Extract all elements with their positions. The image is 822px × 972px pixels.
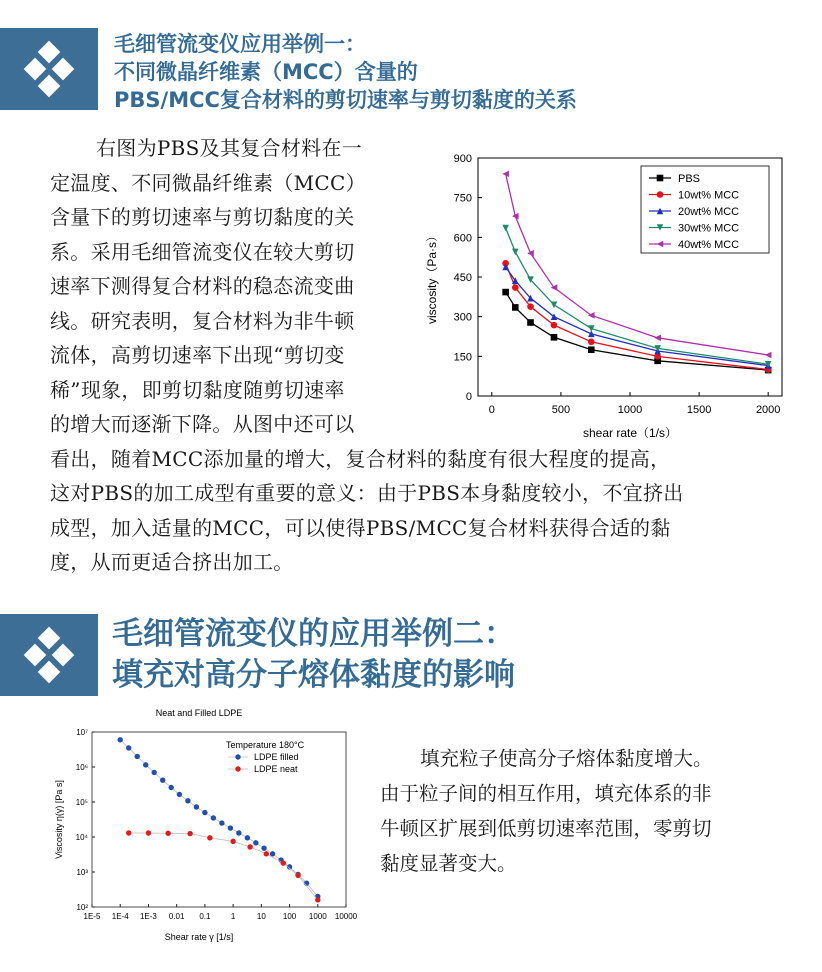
data-point	[654, 335, 661, 342]
data-point	[765, 352, 772, 359]
data-point	[118, 737, 123, 742]
data-point	[551, 334, 558, 341]
y-tick-label: 10²	[76, 903, 88, 912]
data-point	[135, 754, 140, 759]
data-point	[143, 762, 148, 767]
data-point	[512, 284, 519, 291]
x-tick-label: 10	[256, 912, 266, 921]
paragraph-line: 稀”现象，即剪切黏度随剪切速率	[50, 377, 345, 402]
data-point	[160, 777, 165, 782]
data-point	[527, 250, 534, 257]
data-point	[152, 770, 157, 775]
section-2-title	[112, 614, 515, 696]
diamond-icon	[24, 58, 47, 81]
diamond-icon	[52, 644, 75, 667]
section-1-title-line: 毛细管流变仪应用举例一：	[114, 32, 366, 56]
paragraph-line: 线。研究表明，复合材料为非牛顿	[50, 308, 355, 333]
data-point	[211, 815, 216, 820]
data-point	[228, 825, 233, 830]
x-tick-label: 100	[282, 912, 297, 921]
paragraph-line: 成型，加入适量的MCC，可以使得PBS/MCC复合材料获得合适的黏	[50, 515, 671, 540]
x-tick-label: 0.01	[168, 912, 185, 921]
data-point	[194, 804, 199, 809]
data-point	[219, 820, 224, 825]
paragraph-line: 右图为PBS及其复合材料在一	[96, 136, 363, 160]
diamond-icon	[52, 58, 75, 81]
paragraph-line: 填充粒子使高分子熔体黏度增大。	[420, 747, 713, 770]
legend-label: LDPE filled	[254, 752, 299, 762]
data-point	[281, 860, 286, 865]
diamond-icon	[38, 627, 61, 650]
paragraph-line: 由于粒子间的相互作用，填充体系的非	[380, 782, 712, 805]
data-point	[270, 851, 275, 856]
legend-annotation: Temperature 180°C	[226, 740, 305, 750]
x-tick-label: 0	[488, 404, 495, 416]
data-point	[126, 830, 131, 835]
legend-label: 10wt% MCC	[678, 189, 740, 202]
diamond-icon	[38, 41, 61, 64]
y-tick-label: 150	[453, 351, 472, 364]
x-tick-label: 1000	[617, 404, 643, 416]
x-tick-label: 500	[551, 404, 571, 416]
y-tick-label: 0	[465, 391, 472, 403]
y-tick-label: 10³	[76, 868, 88, 877]
data-point	[527, 303, 534, 310]
x-tick-label: 1500	[686, 404, 712, 416]
section-2-title-line: 填充对高分子熔体黏度的影响	[112, 657, 515, 693]
x-tick-label: 1E-4	[111, 912, 129, 921]
data-point	[657, 191, 664, 198]
paragraph-line: 黏度显著变大。	[380, 852, 517, 875]
data-point	[588, 338, 595, 345]
data-point	[315, 897, 320, 902]
data-point	[165, 831, 170, 836]
data-point	[657, 175, 664, 182]
section-1-title	[114, 30, 577, 114]
data-point	[502, 225, 509, 232]
y-tick-label: 10⁷	[76, 728, 88, 737]
viscosity-shear-rate-chart	[420, 140, 792, 450]
legend-label: PBS	[678, 173, 701, 185]
x-tick-label: 1	[230, 912, 236, 921]
data-point	[146, 830, 151, 835]
data-point	[512, 249, 519, 256]
data-point	[202, 810, 207, 815]
diamond-icon	[38, 661, 61, 684]
y-tick-label: 10⁵	[75, 798, 88, 807]
x-axis-label: shear rate（1/s）	[582, 426, 678, 440]
data-point	[230, 839, 235, 844]
x-tick-label: 1E-5	[83, 912, 101, 921]
data-point	[168, 785, 173, 790]
data-point	[551, 301, 558, 308]
data-point	[177, 792, 182, 797]
section-1-title-line: PBS/MCC复合材料的剪切速率与剪切黏度的关系	[114, 88, 577, 112]
legend-marker	[235, 754, 240, 759]
x-tick-label: 1E-3	[139, 912, 157, 921]
ldpe-viscosity-chart	[50, 702, 368, 952]
x-tick-label: 10000	[334, 912, 358, 921]
section-2-title-line: 毛细管流变仪的应用举例二：	[112, 616, 515, 652]
data-point	[512, 304, 519, 311]
data-point	[253, 840, 258, 845]
paragraph-line: 含量下的剪切速率与剪切黏度的关	[50, 205, 355, 229]
data-point	[502, 289, 509, 296]
y-axis-label: Viscosity η(γ) [Pa s]	[54, 780, 64, 859]
y-tick-label: 10⁴	[75, 833, 88, 842]
x-tick-label: 1000	[308, 912, 327, 921]
series-line	[506, 263, 769, 369]
section-2-paragraph	[380, 741, 713, 881]
legend-label: LDPE neat	[254, 764, 298, 774]
paragraph-line: 流体，高剪切速率下出现“剪切变	[50, 343, 345, 367]
y-tick-label: 900	[453, 153, 472, 165]
data-point	[247, 844, 252, 849]
diamond-icon	[38, 75, 61, 98]
data-point	[261, 845, 266, 850]
paragraph-line: 的增大而逐渐下降。从图中还可以	[50, 412, 355, 436]
legend	[641, 166, 769, 253]
data-point	[551, 322, 558, 329]
data-point	[527, 319, 534, 326]
data-point	[207, 835, 212, 840]
data-point	[126, 745, 131, 750]
section-icon-1	[0, 28, 98, 110]
y-tick-label: 300	[453, 311, 472, 324]
chart-title: Neat and Filled LDPE	[155, 708, 243, 718]
data-point	[588, 325, 595, 332]
data-point	[264, 851, 269, 856]
y-tick-label: 750	[453, 192, 472, 205]
legend	[226, 740, 305, 774]
paragraph-line: 定温度、不同微晶纤维素（MCC）	[50, 170, 366, 195]
data-point	[185, 798, 190, 803]
legend-label: 40wt% MCC	[678, 239, 740, 251]
legend-label: 20wt% MCC	[678, 206, 740, 218]
paragraph-line: 速率下测得复合材料的稳态流变曲	[50, 274, 355, 298]
data-point	[187, 831, 192, 836]
paragraph-line: 系。采用毛细管流变仪在较大剪切	[50, 239, 355, 264]
paragraph-line: 牛顿区扩展到低剪切速率范围，零剪切	[380, 817, 712, 840]
x-tick-label: 0.1	[199, 912, 211, 921]
x-tick-label: 2000	[755, 404, 781, 416]
paragraph-line: 度，从而更适合挤出加工。	[50, 550, 294, 574]
data-point	[588, 346, 595, 353]
data-point	[295, 873, 300, 878]
y-tick-label: 600	[453, 232, 472, 245]
data-point	[245, 835, 250, 840]
plot-frame	[92, 732, 346, 907]
y-tick-label: 450	[453, 272, 472, 284]
data-point	[236, 830, 241, 835]
paragraph-line: 这对PBS的加工成型有重要的意义：由于PBS本身黏度较小，不宜挤出	[50, 481, 684, 505]
y-axis-label: viscosity（Pa·s）	[425, 229, 439, 325]
diamond-icon	[24, 644, 47, 667]
section-icon-2	[0, 614, 98, 696]
legend-marker	[235, 766, 240, 771]
section-1-title-line: 不同微晶纤维素（MCC）含量的	[114, 60, 418, 84]
x-axis-label: Shear rate γ [1/s]	[164, 932, 234, 942]
legend-label: 30wt% MCC	[678, 222, 740, 235]
y-tick-label: 10⁶	[75, 763, 88, 772]
series-line	[506, 267, 769, 366]
paragraph-line: 看出，随着MCC添加量的增大，复合材料的黏度有很大程度的提高，	[50, 446, 671, 471]
series-10wt-mcc	[502, 260, 771, 373]
